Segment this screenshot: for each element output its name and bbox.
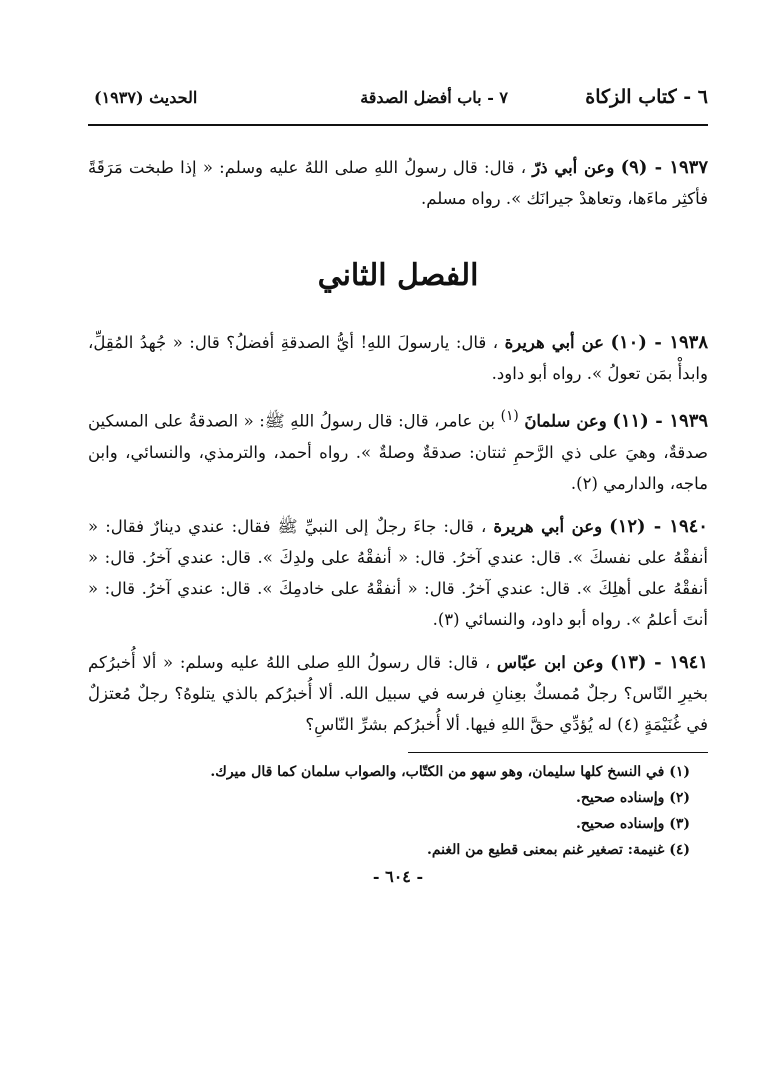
hadith-paragraph [88,401,708,499]
hadith-text: ، قال: يارسولَ اللهِ! أيُّ الصدقةِ أفضلُ؟ قال: « جُهدُ المُقِلِّ، وابدأْ بمَن تعولُ ». رواه أبو داود. [88,333,708,383]
hadith-narrator: عن أبي هريرة [504,333,604,352]
footnote-ref: (١) [500,408,519,424]
page [88,78,708,886]
footnotes [88,759,708,863]
hadith-number: ١٩٤١ - (١٣) [610,651,709,673]
hadith-number: ١٩٣٧ - (٩) [620,157,708,178]
hadith-narrator: وعن أبي هريرة [493,516,603,536]
footnote: (٢) وإسناده صحيح. [575,789,690,806]
hadith-text: ، قال: قال رسولُ اللهِ صلى اللهُ عليه وسلم: « إذا طبخت مَرَقَةً فأكثِر ماءَها، وتعاهدْ جيرانَك ». رواه مسلم. [88,158,708,208]
hadith-paragraph [88,511,708,635]
hadith-paragraph [88,647,708,740]
hadith-text: ، قال: جاءَ رجلٌ إلى النبيِّ ﷺ فقال: عندي دينارٌ فقال: « أنفقْهُ على نفسكَ ». قال: عندي آخرُ. قال: « أنفقْهُ على ولدِكَ ». قال: عندي آخرُ. قال: « أنفقْهُ على أهلِكَ ». قال: عندي آخرُ. قال: « أنفقْهُ على خادمِكَ ». قال: عندي آخرُ. قال: « أنتَ أعلمُ ». رواه أبو داود، والنسائي (٣). [88,516,708,629]
hadith-paragraph [88,152,708,214]
footnote: (١) في النسخ كلها سليمان، وهو سهو من الكتّاب، والصواب سلمان كما قال ميرك. [210,763,690,780]
book-title: ٦ - كتاب الزكاة [585,86,708,108]
hadith-reference: الحديث (١٩٣٧) [94,88,198,107]
footnote: (٤) غنيمة: تصغير غنم بمعنى قطيع من الغنم. [426,841,690,858]
page-number: - ٦٠٤ - [372,866,424,886]
running-header [88,78,708,126]
footnote-divider [408,752,708,753]
hadith-text: بن عامر، قال: قال رسولُ اللهِ ﷺ: « الصدقةُ على المسكين صدقةٌ، وهيَ على ذي الرَّحمِ ثنتان: صدقةٌ وصلةٌ ». رواه أحمد، والترمذي، والنسائي، وابن ماجه، والدارمي (٢). [88,411,708,493]
hadith-number: ١٩٣٨ - (١٠) [610,332,708,353]
hadith-text: ، قال: قال رسولُ اللهِ صلى اللهُ عليه وسلم: « ألا أُخبرُكم بخيرِ النّاس؟ رجلٌ مُمسكٌ بعِنانِ فرسه في سبيل الله. ألا أُخبرُكم بالذي يتلوهُ؟ رجلٌ مُعتزلٌ في غُنَيْمَةٍ (٤) له يُؤدِّي حقَّ اللهِ فيها. ألا أُخبرُكم بشرِّ النّاسِ؟ [88,652,708,734]
hadith-narrator: وعن أبي ذرّ [532,158,615,177]
chapter-title: ٧ - باب أفضل الصدقة [360,88,508,107]
hadith-narrator: وعن سلمانَ [524,411,607,431]
hadith-number: ١٩٣٩ - (١١) [612,410,709,432]
hadith-number: ١٩٤٠ - (١٢) [609,515,708,537]
section-title: الفصل الثاني [317,258,479,293]
hadith-narrator: وعن ابن عبّاس [496,652,604,672]
hadith-paragraph [88,327,708,389]
footnote: (٣) وإسناده صحيح. [575,815,690,832]
